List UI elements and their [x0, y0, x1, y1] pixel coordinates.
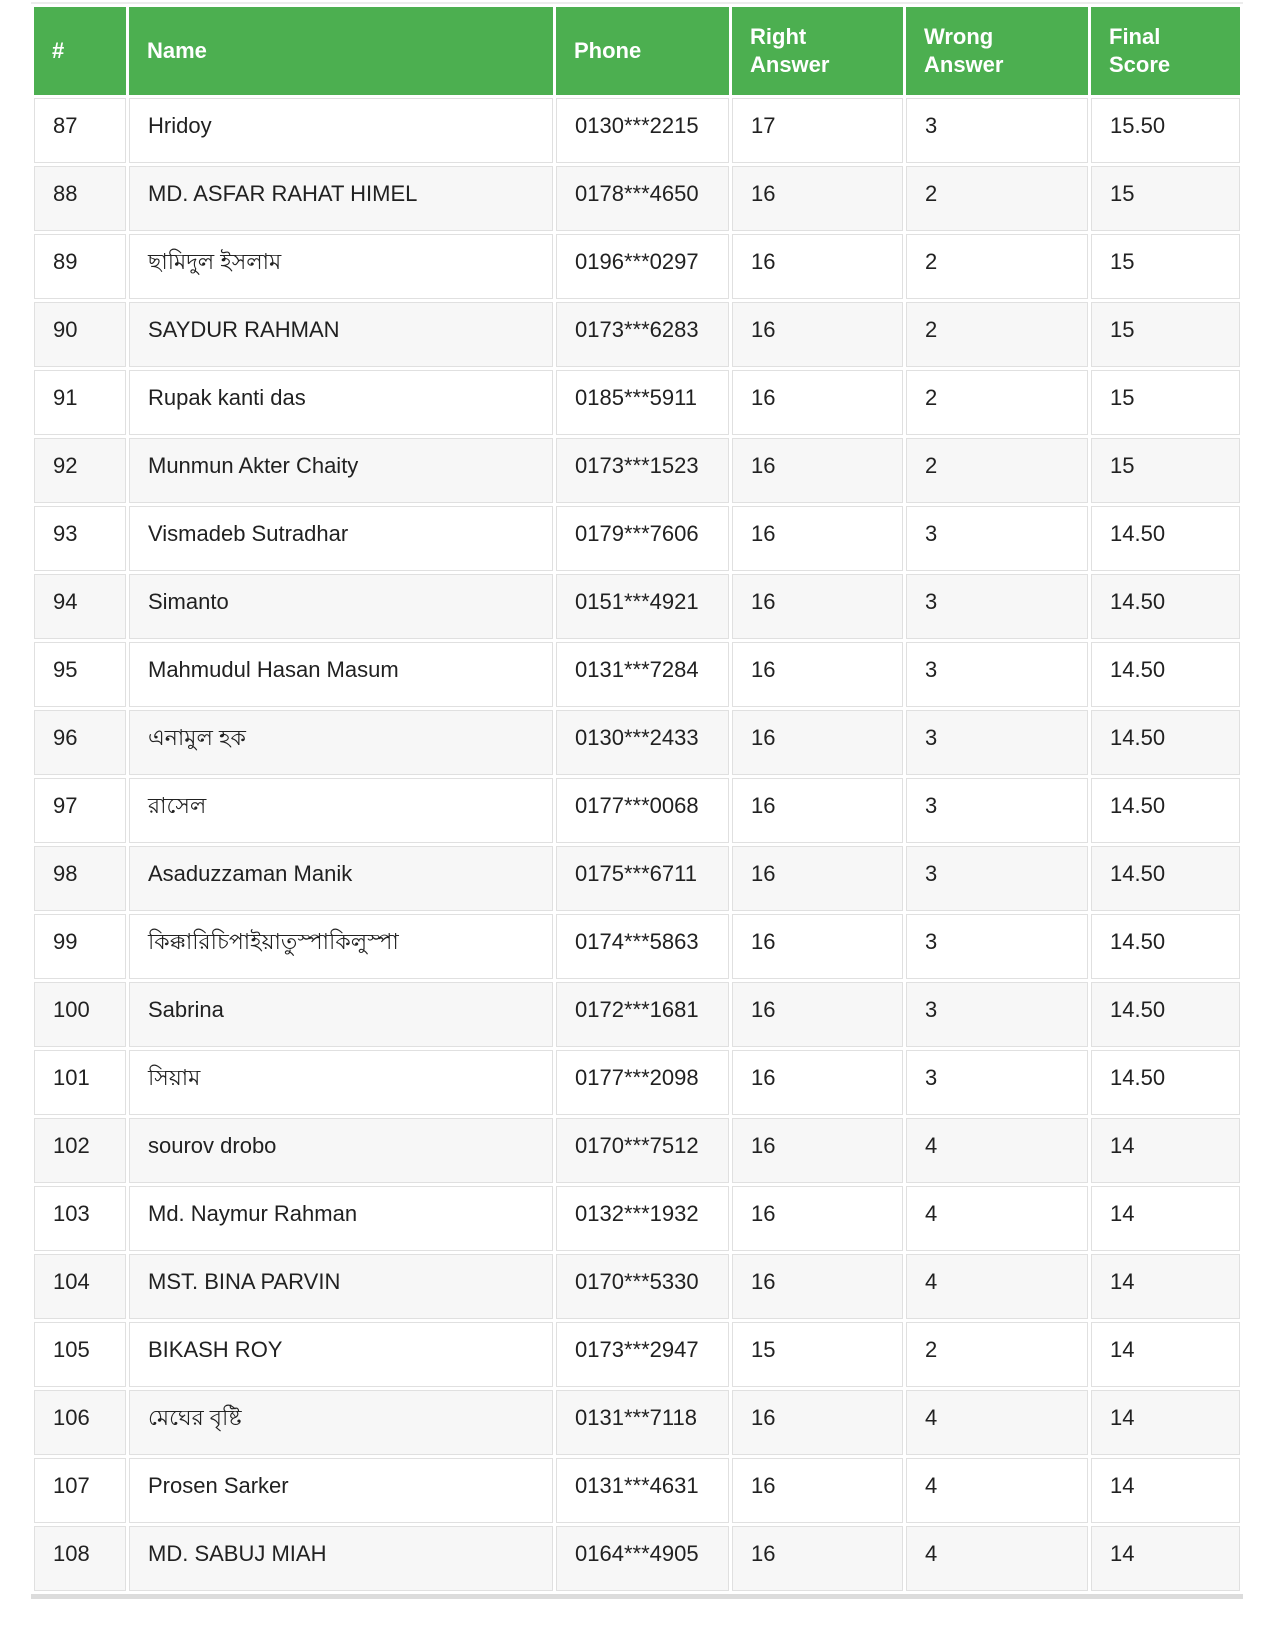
cell-phone: 0172***1681 [556, 982, 729, 1047]
cell-name: SAYDUR RAHMAN [129, 302, 553, 367]
table-row [34, 574, 1240, 639]
cell-wrong: 2 [906, 1322, 1088, 1387]
cell-right: 16 [732, 710, 903, 775]
cell-wrong: 4 [906, 1118, 1088, 1183]
column-header-final-score: Final Score [1091, 7, 1240, 95]
cell-right: 16 [732, 1118, 903, 1183]
table-row [34, 1186, 1240, 1251]
cell-right: 16 [732, 1390, 903, 1455]
column-header-rank: # [34, 7, 126, 95]
cell-final: 14.50 [1091, 642, 1240, 707]
cell-phone: 0174***5863 [556, 914, 729, 979]
cell-rank: 94 [34, 574, 126, 639]
table-body [34, 98, 1240, 1591]
table-row [34, 642, 1240, 707]
cell-final: 14.50 [1091, 1050, 1240, 1115]
cell-wrong: 4 [906, 1254, 1088, 1319]
cell-name: Mahmudul Hasan Masum [129, 642, 553, 707]
cell-final: 14 [1091, 1186, 1240, 1251]
cell-right: 16 [732, 778, 903, 843]
cell-name: ছামিদুল ইসলাম [129, 234, 553, 299]
cell-rank: 98 [34, 846, 126, 911]
cell-name: MD. ASFAR RAHAT HIMEL [129, 166, 553, 231]
cell-final: 14.50 [1091, 778, 1240, 843]
cell-final: 14.50 [1091, 506, 1240, 571]
cell-wrong: 3 [906, 574, 1088, 639]
cell-name: Rupak kanti das [129, 370, 553, 435]
cell-final: 14 [1091, 1526, 1240, 1591]
cell-rank: 105 [34, 1322, 126, 1387]
header-row [34, 7, 1240, 95]
cell-rank: 90 [34, 302, 126, 367]
cell-phone: 0170***7512 [556, 1118, 729, 1183]
cell-wrong: 2 [906, 438, 1088, 503]
cell-right: 16 [732, 846, 903, 911]
cell-right: 16 [732, 574, 903, 639]
cell-wrong: 2 [906, 370, 1088, 435]
cell-wrong: 4 [906, 1526, 1088, 1591]
table-row [34, 846, 1240, 911]
cell-wrong: 3 [906, 914, 1088, 979]
cell-final: 14 [1091, 1118, 1240, 1183]
cell-right: 16 [732, 982, 903, 1047]
table-row [34, 1322, 1240, 1387]
cell-name: BIKASH ROY [129, 1322, 553, 1387]
cell-final: 15.50 [1091, 98, 1240, 163]
cell-final: 14.50 [1091, 846, 1240, 911]
cell-right: 16 [732, 166, 903, 231]
table-row [34, 302, 1240, 367]
cell-phone: 0132***1932 [556, 1186, 729, 1251]
cell-wrong: 4 [906, 1390, 1088, 1455]
cell-phone: 0130***2433 [556, 710, 729, 775]
cell-phone: 0185***5911 [556, 370, 729, 435]
cell-phone: 0173***6283 [556, 302, 729, 367]
cell-name: Asaduzzaman Manik [129, 846, 553, 911]
table-header [34, 7, 1240, 95]
cell-final: 14.50 [1091, 710, 1240, 775]
table-row [34, 1050, 1240, 1115]
table-row [34, 914, 1240, 979]
cell-phone: 0177***0068 [556, 778, 729, 843]
cell-wrong: 3 [906, 98, 1088, 163]
cell-right: 16 [732, 642, 903, 707]
table-row [34, 370, 1240, 435]
cell-phone: 0173***1523 [556, 438, 729, 503]
cell-name: মেঘের বৃষ্টি [129, 1390, 553, 1455]
cell-final: 14.50 [1091, 574, 1240, 639]
column-header-right-answer: Right Answer [732, 7, 903, 95]
cell-name: Prosen Sarker [129, 1458, 553, 1523]
cell-wrong: 2 [906, 166, 1088, 231]
cell-phone: 0131***4631 [556, 1458, 729, 1523]
cell-rank: 91 [34, 370, 126, 435]
cell-phone: 0175***6711 [556, 846, 729, 911]
cell-rank: 88 [34, 166, 126, 231]
cell-name: Sabrina [129, 982, 553, 1047]
cell-name: এনামুল হক [129, 710, 553, 775]
cell-phone: 0130***2215 [556, 98, 729, 163]
cell-name: সিয়াম [129, 1050, 553, 1115]
cell-name: Md. Naymur Rahman [129, 1186, 553, 1251]
cell-name: Simanto [129, 574, 553, 639]
score-table-container [31, 2, 1243, 1599]
cell-right: 16 [732, 234, 903, 299]
cell-wrong: 4 [906, 1186, 1088, 1251]
cell-phone: 0178***4650 [556, 166, 729, 231]
cell-right: 16 [732, 438, 903, 503]
table-row [34, 166, 1240, 231]
cell-right: 16 [732, 302, 903, 367]
cell-final: 14.50 [1091, 982, 1240, 1047]
table-row [34, 1118, 1240, 1183]
cell-name: MD. SABUJ MIAH [129, 1526, 553, 1591]
cell-phone: 0131***7118 [556, 1390, 729, 1455]
cell-rank: 103 [34, 1186, 126, 1251]
cell-wrong: 2 [906, 234, 1088, 299]
cell-wrong: 3 [906, 642, 1088, 707]
cell-name: Munmun Akter Chaity [129, 438, 553, 503]
column-header-name: Name [129, 7, 553, 95]
cell-rank: 92 [34, 438, 126, 503]
table-row [34, 1458, 1240, 1523]
cell-right: 16 [732, 1526, 903, 1591]
cell-final: 15 [1091, 166, 1240, 231]
cell-wrong: 4 [906, 1458, 1088, 1523]
cell-right: 16 [732, 1458, 903, 1523]
cell-rank: 87 [34, 98, 126, 163]
table-row [34, 438, 1240, 503]
cell-final: 14 [1091, 1458, 1240, 1523]
cell-final: 15 [1091, 438, 1240, 503]
cell-name: Hridoy [129, 98, 553, 163]
cell-final: 15 [1091, 370, 1240, 435]
cell-rank: 95 [34, 642, 126, 707]
cell-wrong: 3 [906, 846, 1088, 911]
cell-rank: 96 [34, 710, 126, 775]
cell-phone: 0170***5330 [556, 1254, 729, 1319]
table-row [34, 1526, 1240, 1591]
cell-rank: 106 [34, 1390, 126, 1455]
cell-wrong: 3 [906, 1050, 1088, 1115]
cell-final: 14 [1091, 1254, 1240, 1319]
cell-rank: 107 [34, 1458, 126, 1523]
cell-name: রাসেল [129, 778, 553, 843]
cell-final: 15 [1091, 234, 1240, 299]
cell-phone: 0196***0297 [556, 234, 729, 299]
cell-right: 16 [732, 506, 903, 571]
cell-rank: 97 [34, 778, 126, 843]
table-row [34, 710, 1240, 775]
cell-rank: 104 [34, 1254, 126, 1319]
cell-rank: 89 [34, 234, 126, 299]
cell-final: 14 [1091, 1322, 1240, 1387]
cell-phone: 0173***2947 [556, 1322, 729, 1387]
table-row [34, 1254, 1240, 1319]
score-table [31, 4, 1243, 1594]
cell-final: 14 [1091, 1390, 1240, 1455]
table-row [34, 506, 1240, 571]
table-row [34, 778, 1240, 843]
cell-wrong: 3 [906, 506, 1088, 571]
cell-right: 16 [732, 914, 903, 979]
cell-rank: 93 [34, 506, 126, 571]
cell-right: 16 [732, 1050, 903, 1115]
cell-wrong: 2 [906, 302, 1088, 367]
cell-name: কিক্কারিচিপাইয়াতুস্পাকিলুস্পা [129, 914, 553, 979]
cell-wrong: 3 [906, 710, 1088, 775]
cell-wrong: 3 [906, 982, 1088, 1047]
cell-phone: 0164***4905 [556, 1526, 729, 1591]
cell-rank: 108 [34, 1526, 126, 1591]
cell-final: 14.50 [1091, 914, 1240, 979]
cell-rank: 99 [34, 914, 126, 979]
cell-name: Vismadeb Sutradhar [129, 506, 553, 571]
cell-rank: 100 [34, 982, 126, 1047]
table-row [34, 1390, 1240, 1455]
cell-phone: 0131***7284 [556, 642, 729, 707]
cell-rank: 101 [34, 1050, 126, 1115]
cell-phone: 0179***7606 [556, 506, 729, 571]
table-row [34, 98, 1240, 163]
cell-phone: 0177***2098 [556, 1050, 729, 1115]
cell-name: sourov drobo [129, 1118, 553, 1183]
cell-right: 16 [732, 370, 903, 435]
column-header-phone: Phone [556, 7, 729, 95]
cell-right: 16 [732, 1254, 903, 1319]
cell-final: 15 [1091, 302, 1240, 367]
table-row [34, 234, 1240, 299]
table-row [34, 982, 1240, 1047]
cell-phone: 0151***4921 [556, 574, 729, 639]
cell-rank: 102 [34, 1118, 126, 1183]
cell-right: 15 [732, 1322, 903, 1387]
cell-wrong: 3 [906, 778, 1088, 843]
column-header-wrong-answer: Wrong Answer [906, 7, 1088, 95]
cell-right: 17 [732, 98, 903, 163]
cell-right: 16 [732, 1186, 903, 1251]
cell-name: MST. BINA PARVIN [129, 1254, 553, 1319]
